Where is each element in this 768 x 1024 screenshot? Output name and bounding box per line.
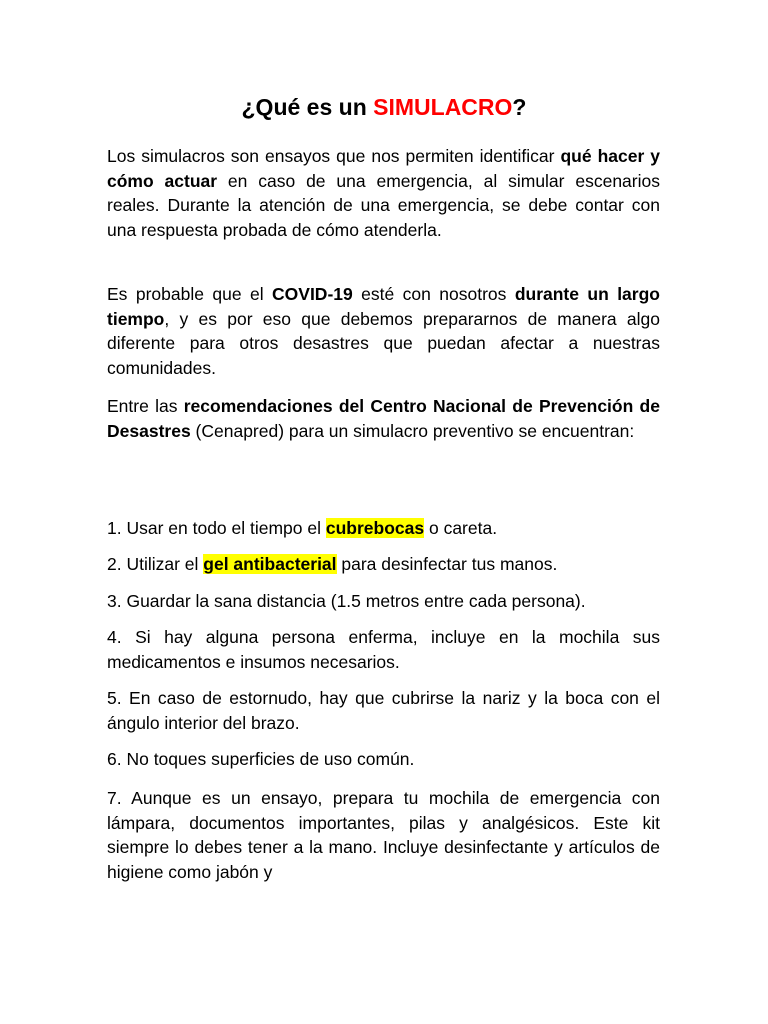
covid-text-2: esté con nosotros (352, 284, 515, 304)
cenapred-text-2: (Cenapred) para un simulacro preventivo se encuentran: (190, 420, 635, 441)
cenapred-bold-1: recomendaciones del Centro Nacional de Prevención de Desastres (107, 396, 660, 441)
list-item (107, 516, 660, 541)
item-1-highlight: cubrebocas (325, 518, 425, 538)
item-4-text: 4. Si hay alguna persona enferma, incluye en la mochila sus medicamentos e insumos necesarios. (107, 627, 660, 672)
list-item (107, 589, 660, 614)
item-2-highlight: gel antibacterial (203, 554, 337, 574)
item-2-text-1: 2. Utilizar el (107, 554, 204, 574)
item-1-text-2: o careta. (424, 518, 498, 538)
covid-text-1: Es probable que el (107, 284, 273, 304)
cenapred-text-1: Entre las (107, 396, 184, 416)
intro-bold-1: qué hacer y cómo actuar (107, 146, 660, 191)
title-suffix: ? (512, 94, 527, 120)
title-prefix: ¿Qué es un (241, 94, 374, 120)
item-7-text: 7. Aunque es un ensayo, prepara tu mochila de emergencia con lámpara, documentos importantes, pilas y analgésicos. Este kit siempre lo debes tener a la mano. Incluye desinfectante y artículos de higiene como jabón y (107, 788, 660, 882)
covid-bold-1: COVID-19 (272, 284, 353, 304)
list-item (107, 747, 660, 772)
covid-bold-2: durante un largo tiempo (107, 284, 660, 329)
intro-text-1: Los simulacros son ensayos que nos permiten identificar (107, 146, 561, 166)
intro-text-2: en caso de una emergencia, al simular escenarios reales. Durante la atención de una emergencia, se debe contar con una respuesta probada de cómo atenderla. (107, 170, 660, 240)
paragraph-cenapred (107, 394, 660, 443)
covid-text-3: , y es por eso que debemos prepararnos de manera algo diferente para otros desastres que puedan afectar a nuestras comunidades. (107, 308, 660, 378)
paragraph-covid (107, 282, 660, 380)
item-3-text: 3. Guardar la sana distancia (1.5 metros entre cada persona). (107, 591, 586, 611)
item-6-text: 6. No toques superficies de uso común. (107, 749, 415, 769)
list-item (107, 552, 660, 577)
item-5-text: 5. En caso de estornudo, hay que cubrirse la nariz y la boca con el ángulo interior del brazo. (107, 688, 660, 733)
paragraph-intro (107, 144, 660, 242)
page-title (0, 90, 768, 124)
list-item (107, 686, 660, 735)
item-2-text-2: para desinfectar tus manos. (336, 554, 558, 574)
list-item (107, 786, 660, 884)
list-item (107, 625, 660, 674)
item-1-text-1: 1. Usar en todo el tiempo el (107, 518, 326, 538)
title-highlight: SIMULACRO (373, 94, 513, 120)
